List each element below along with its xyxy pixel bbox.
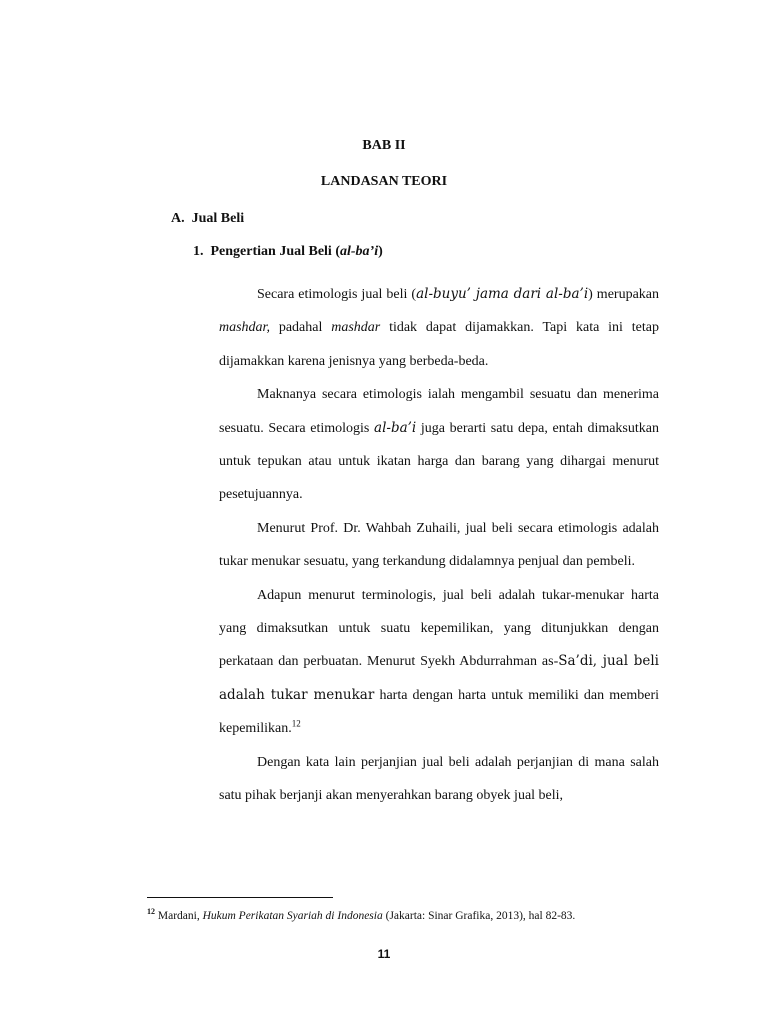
paragraph-text: harta dengan harta untuk memiliki dan memberi kepemilikan. [219,687,660,737]
paragraph-1 [219,278,659,378]
transliteration: al-buyu’ jama dari al-ba’i [416,286,589,302]
chapter-title: LANDASAN TEORI [320,174,448,189]
footnote [147,907,707,922]
paragraph-text-alt-font: Sa’di, jual beli adalah tukar menukar [219,653,659,703]
footnote-reference[interactable]: 12 [291,718,301,729]
paragraph-text: Adapun menurut terminologis, jual beli adalah tukar-menukar harta yang dimaksutkan untuk suatu kepemilikan, yang ditunjukkan dengan perkataan dan perbuatan. Menurut Syekh Abdurrahman as- [219,587,659,670]
transliteration: al-ba’i [374,419,417,436]
paragraph-text: padahal [269,320,332,336]
paragraph-3: Menurut Prof. Dr. Wahbah Zuhaili, jual beli secara etimologis adalah tukar menukar sesuatu, yang terkandung didalamnya penjual dan pembeli. [219,520,659,570]
section-heading [171,211,244,227]
subsection-marker: 1. [193,244,204,259]
paragraph-text: Secara etimologis jual beli ( [257,287,417,302]
body-text [219,278,659,813]
italic-term: mashdar [331,320,381,336]
paragraph-4 [219,579,659,746]
section-title: Jual Beli [191,211,245,226]
italic-term: mashdar, [219,320,270,336]
paragraph-text: juga berarti satu depa, entah dimaksutkan untuk tepukan atau untuk ikatan harga dan barang yang dihargai menurut pesetujuannya. [219,420,659,503]
footnote-citation: (Jakarta: Sinar Grafika, 2013), hal 82-83. [382,909,576,922]
subsection-title-italic: al-ba’i [340,244,379,259]
subsection-heading [193,244,383,260]
footnote-number: 12 [147,907,155,916]
paragraph-text: Maknanya secara etimologis ialah mengambil sesuatu dan menerima sesuatu. Secara etimologis [219,387,659,436]
footnote-author: Mardani, [155,909,203,922]
section-marker: A. [171,211,185,226]
paragraph-2 [219,378,659,512]
chapter-label: BAB II [362,138,406,153]
subsection-title: Pengertian Jual Beli ( [210,244,340,259]
footnote-divider [147,897,333,898]
paragraph-text: ) merupakan [588,287,660,302]
footnote-title: Hukum Perikatan Syariah di Indonesia [202,909,383,922]
paragraph-5: Dengan kata lain perjanjian jual beli adalah perjanjian di mana salah satu pihak berjanji akan menyerahkan barang obyek jual beli, [219,754,659,804]
page-number: 11 [377,947,391,961]
paragraph-text: tidak dapat dijamakkan. Tapi kata ini tetap dijamakkan karena jenisnya yang berbeda-beda. [219,320,659,369]
subsection-title-close: ) [378,244,383,259]
